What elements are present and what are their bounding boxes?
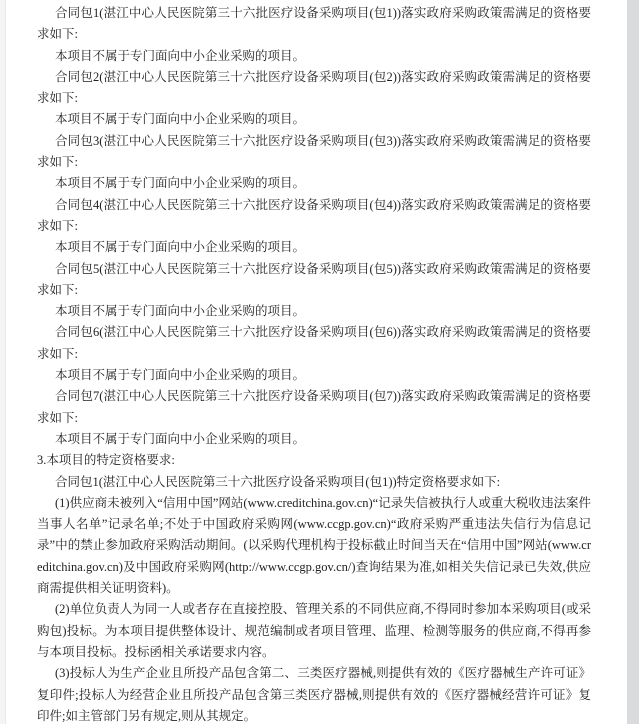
paragraph-package-1-policy: 合同包1(湛江中心人民医院第三十六批医疗设备采购项目(包1))落实政府采购政策需满足的资格要求如下: (37, 6, 591, 42)
paragraph-package-7-policy: 合同包7(湛江中心人民医院第三十六批医疗设备采购项目(包7))落实政府采购政策需满足的资格要求如下: (37, 389, 591, 425)
paragraph-package-3-policy: 合同包3(湛江中心人民医院第三十六批医疗设备采购项目(包3))落实政府采购政策需满足的资格要求如下: (37, 133, 591, 170)
paragraph-package-5-policy: 合同包5(湛江中心人民医院第三十六批医疗设备采购项目(包5))落实政府采购政策需满足的资格要求如下: (37, 261, 591, 297)
paragraph-qualification-item-3: (3)投标人为生产企业且所投产品包含第二、三类医疗器械,则提供有效的《医疗器械生产许可证》复印件;投标人为经营企业且所投产品包含第三类医疗器械,则提供有效的《医疗器械经营许可证》复印件;如主管部门另有规定,则从其规定。 (37, 666, 591, 723)
paragraph-package-1-specific-intro: 合同包1(湛江中心人民医院第三十六批医疗设备采购项目(包1))特定资格要求如下: (55, 474, 501, 489)
paragraph-package-6-policy: 合同包6(湛江中心人民医院第三十六批医疗设备采购项目(包6))落实政府采购政策需满足的资格要求如下: (37, 325, 591, 361)
paragraph-package-7-not-sme: 本项目不属于专门面向中小企业采购的项目。 (55, 431, 306, 446)
paragraph-qualification-item-2: (2)单位负责人为同一人或者存在直接控股、管理关系的不同供应商,不得同时参加本采购项目(或采购包)投标。为本项目提供整体设计、规范编制或者项目管理、监理、检测等服务的供应商,不得再参与本项目投标。投标函相关承诺要求内容。 (37, 602, 591, 659)
paragraph-package-4-not-sme: 本项目不属于专门面向中小企业采购的项目。 (55, 240, 306, 255)
paragraph-package-1-not-sme: 本项目不属于专门面向中小企业采购的项目。 (55, 48, 306, 63)
document-page (6, 0, 627, 724)
paragraph-package-6-not-sme: 本项目不属于专门面向中小企业采购的项目。 (55, 368, 306, 383)
paragraph-package-2-policy: 合同包2(湛江中心人民医院第三十六批医疗设备采购项目(包2))落实政府采购政策需满足的资格要求如下: (37, 69, 591, 106)
paragraph-package-2-not-sme: 本项目不属于专门面向中小企业采购的项目。 (55, 112, 306, 127)
paragraph-package-3-not-sme: 本项目不属于专门面向中小企业采购的项目。 (55, 176, 306, 191)
section-3-heading: 3.本项目的特定资格要求: (37, 453, 175, 468)
paragraph-package-5-not-sme: 本项目不属于专门面向中小企业采购的项目。 (55, 304, 306, 319)
paragraph-package-4-policy: 合同包4(湛江中心人民医院第三十六批医疗设备采购项目(包4))落实政府采购政策需满足的资格要求如下: (37, 197, 591, 233)
paragraph-qualification-item-1: (1)供应商未被列入“信用中国”网站(www.creditchina.gov.cn)“记录失信被执行人或重大税收违法案件当事人名单”记录名单;不处于中国政府采购网(www.ccgp.gov.cn)“政府采购严重违法失信行为信息记录”中的禁止参加政府采购活动期间。(以采购代理机构于投标截止时间当天在“信用中国”网站(www.creditchina.gov.cn)及中国政府采购网(http://www.ccgp.gov.cn/)查询结果为准,如相关失信记录已失效,供应商需提供相关证明资料)。 (37, 495, 591, 596)
scrollbar-track[interactable] (627, 0, 639, 724)
